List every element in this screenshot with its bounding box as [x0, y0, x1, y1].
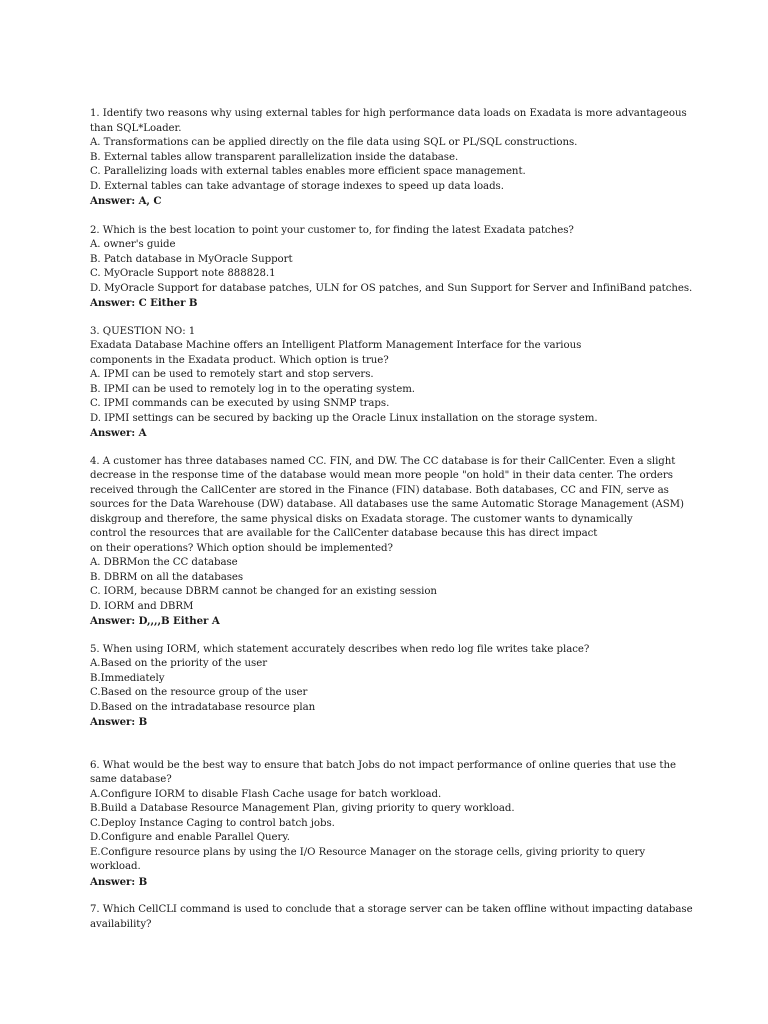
question-3-option-a: A. IPMI can be used to remotely start and stop servers.	[90, 369, 374, 380]
spacer	[90, 730, 690, 759]
question-5-answer: Answer: B	[90, 716, 148, 728]
question-3-answer: Answer: A	[90, 427, 147, 439]
question-1-option-b: B. External tables allow transparent parallelization inside the database.	[90, 151, 459, 163]
question-4-stem-line-7: on their operations? Which option should be implemented?	[90, 542, 393, 554]
question-6-stem-line-2: same database?	[90, 774, 172, 785]
question-4-stem-line-6: control the resources that are available for the CallCenter database because this has direct impact	[90, 528, 598, 539]
question-6-option-e-cont: workload.	[90, 861, 141, 872]
spacer	[90, 441, 690, 455]
question-2-option-a: A. owner's guide	[90, 239, 176, 250]
question-7	[90, 903, 693, 932]
spacer	[90, 629, 690, 643]
question-4-stem-line-2: decrease in the response time of the database would mean more people "on hold" in their data center. The orders	[90, 470, 673, 481]
question-6-stem-line-1: 6. What would be the best way to ensure that batch Jobs do not impact performance of online queries that use the	[90, 759, 676, 771]
question-2-option-c: C. MyOracle Support note 888828.1	[90, 268, 276, 279]
question-5-stem-line-1: 5. When using IORM, which statement accurately describes when redo log file writes take place?	[90, 643, 590, 655]
question-6-answer: Answer: B	[90, 875, 148, 888]
question-5-option-b: B.Immediately	[90, 672, 165, 684]
question-4-stem-line-4: sources for the Data Warehouse (DW) database. All databases use the same Automatic Storage Management (ASM)	[90, 499, 684, 510]
question-5-option-a: A.Based on the priority of the user	[90, 658, 268, 669]
document-page	[90, 107, 693, 932]
question-2-stem-line-1: 2. Which is the best location to point your customer to, for finding the latest Exadata patches?	[90, 224, 574, 236]
question-2-answer: Answer: C Either B	[90, 297, 198, 309]
question-2	[90, 224, 693, 311]
question-6	[90, 759, 690, 890]
question-6-option-d: D.Configure and enable Parallel Query.	[90, 832, 290, 843]
question-4-option-a: A. DBRMon the CC database	[90, 557, 238, 568]
question-3-stem-line-1: 3. QUESTION NO: 1	[90, 325, 196, 337]
question-4-stem-line-1: 4. A customer has three databases named CC. FIN, and DW. The CC database is for their CallCenter. Even a slight	[90, 455, 676, 467]
question-1-stem-line-2: than SQL*Loader.	[90, 122, 182, 134]
question-7-stem-line-2: availability?	[90, 918, 152, 930]
question-6-option-b: B.Build a Database Resource Management Plan, giving priority to query workload.	[90, 803, 515, 814]
question-7-stem-line-1: 7. Which CellCLI command is used to conclude that a storage server can be taken offline without impacting database	[90, 904, 693, 915]
question-3-option-b: B. IPMI can be used to remotely log in to the operating system.	[90, 383, 415, 395]
spacer	[90, 209, 690, 224]
question-4-option-b: B. DBRM on all the databases	[90, 571, 244, 583]
question-1	[90, 107, 690, 209]
question-6-option-e: E.Configure resource plans by using the I/O Resource Manager on the storage cells, giving priority to query	[90, 846, 646, 858]
question-1-option-d: D. External tables can take advantage of storage indexes to speed up data loads.	[90, 180, 504, 192]
question-4-stem-line-3: received through the CallCenter are stored in the Finance (FIN) database. Both databases, CC and FIN, serve as	[90, 484, 669, 496]
question-3-option-c: C. IPMI commands can be executed by using SNMP traps.	[90, 398, 390, 409]
question-3-stem-line-3: components in the Exadata product. Which option is true?	[90, 354, 389, 366]
question-6-option-c: C.Deploy Instance Caging to control batch jobs.	[90, 817, 335, 829]
question-1-option-c: C. Parallelizing loads with external tables enables more efficient space management.	[90, 166, 526, 177]
spacer	[90, 311, 690, 325]
question-5	[90, 643, 690, 730]
question-4-answer: Answer: D,,,,B Either A	[90, 615, 220, 627]
question-5-option-d: D.Based on the intradatabase resource plan	[90, 701, 316, 713]
question-2-option-b: B. Patch database in MyOracle Support	[90, 253, 293, 265]
question-1-stem-line-1: 1. Identify two reasons why using external tables for high performance data loads on Exadata is more advantageous	[90, 108, 687, 119]
question-1-answer: Answer: A, C	[90, 195, 162, 207]
question-4-option-c: C. IORM, because DBRM cannot be changed for an existing session	[90, 586, 437, 597]
question-4	[90, 455, 690, 629]
question-3-stem-line-2: Exadata Database Machine offers an Intelligent Platform Management Interface for the various	[90, 340, 582, 351]
question-3-option-d: D. IPMI settings can be secured by backing up the Oracle Linux installation on the storage system.	[90, 412, 598, 424]
question-4-option-d: D. IORM and DBRM	[90, 600, 194, 612]
question-1-option-a: A. Transformations can be applied directly on the file data using SQL or PL/SQL constructions.	[90, 137, 578, 148]
question-2-option-d: D. MyOracle Support for database patches, ULN for OS patches, and Sun Support for Server and InfiniBand patches.	[90, 282, 693, 294]
question-3	[90, 325, 690, 441]
question-5-option-c: C.Based on the resource group of the user	[90, 687, 308, 698]
question-6-option-a: A.Configure IORM to disable Flash Cache usage for batch workload.	[90, 788, 442, 800]
question-4-stem-line-5: diskgroup and therefore, the same physical disks on Exadata storage. The customer wants to dynamically	[90, 513, 633, 525]
spacer	[90, 889, 690, 903]
